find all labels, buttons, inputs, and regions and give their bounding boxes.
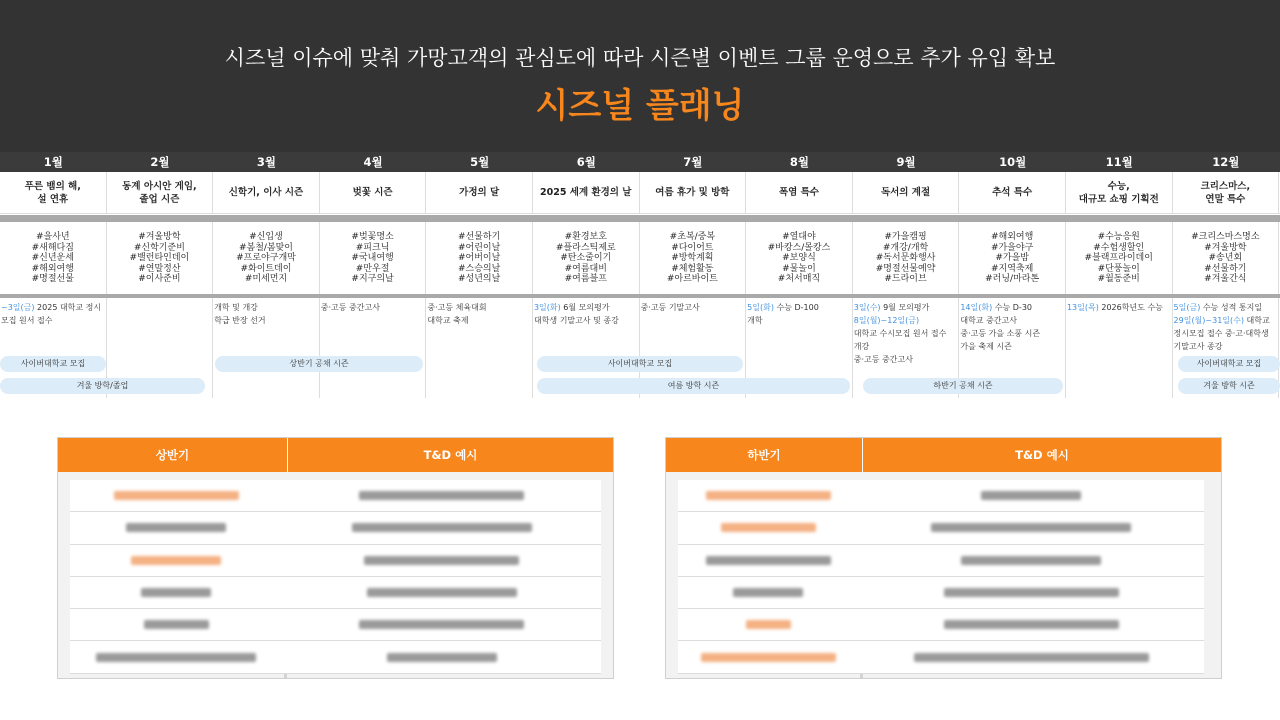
event-date: 29일(월)~31일(수) [1173,316,1244,325]
event-entry [747,301,852,327]
header-subtitle: 시즈널 이슈에 맞춰 가망고객의 관심도에 따라 시즌별 이벤트 그룹 운영으로 추가 유입 확보 [224,46,1056,70]
event-text: 9월 모의평가 [880,303,930,312]
month-hashtags: #열대야 #바캉스/몰캉스 #보양식 #물놀이 #처서매직 [746,222,853,294]
month-events [1066,298,1173,398]
month-hashtags: #벚꽃명소 #피크닉 #국내여행 #만우절 #지구의날 [320,222,427,294]
event-text: 수능 D-30 대학교 중간고사 중·고등 가을 소풍 시즌 가을 축제 시즌 [960,303,1041,351]
season-bar-first-half-recruit: 상반기 공채 시즌 [215,356,423,372]
event-text: 2025 대학교 정시 모집 원서 접수 [1,303,102,325]
season-bar-cyber-univ: 사이버대학교 모집 [0,356,106,372]
month-label: 11월 [1105,155,1133,169]
event-date: 5일(금) [1173,303,1201,312]
event-date: 14일(화) [960,303,993,312]
month-label: 12월 [1212,155,1240,169]
event-text: 대학교 정시모집 접수 중·고·대학생 기말고사 종강 [1173,316,1270,351]
month-hashtags: #신입생 #봄철/봄맞이 #프로야구개막 #화이트데이 #미세먼지 [213,222,320,294]
month-label: 2월 [150,155,170,169]
month-theme: 추석 특수 [959,172,1066,213]
month-label: 10월 [999,155,1027,169]
season-bar-cyber-univ: 사이버대학교 모집 [537,356,743,372]
event-entry [427,301,532,327]
table-body-redacted [70,480,601,674]
event-entry [854,301,959,314]
season-bar-summer-break: 여름 방학 시즌 [537,378,850,394]
month-events [213,298,320,398]
event-entry [854,314,959,366]
month-label: 5월 [470,155,490,169]
event-text: 수능 성적 통지일 [1200,303,1263,312]
season-bar-winter-break: 겨울 방학/졸업 [0,378,205,394]
event-entry [1174,301,1279,314]
table-row [678,609,1204,641]
months-row [0,152,1280,172]
table-row [678,480,1204,512]
month-theme: 벚꽃 시즌 [320,172,427,213]
column-header: T&D 예시 [1015,448,1069,462]
month-label: 1월 [43,155,63,169]
event-text: 개학 및 개강 학급 반장 선거 [214,303,266,325]
month-label: 4월 [363,155,383,169]
header-title: 시즈널 플래닝 [535,86,745,126]
table-row [678,512,1204,544]
month-hashtags: #겨울방학 #신학기준비 #밸런타인데이 #연말정산 #이사준비 [107,222,214,294]
table-row [70,577,601,609]
event-text: 중·고등 기말고사 [640,303,700,312]
event-text: 대학교 수시모집 원서 접수 개강 중·고등 중간고사 [853,329,947,364]
month-hashtags: #수능응원 #수험생할인 #블랙프라이데이 #단풍놀이 #월동준비 [1066,222,1173,294]
themes-row [0,172,1280,214]
table-row [678,577,1204,609]
event-entry [960,301,1065,353]
table-row [678,545,1204,577]
event-date: 13일(목) [1066,303,1099,312]
month-hashtags: #초복/중복 #다이어트 #방학계획 #체험활동 #아르바이트 [640,222,747,294]
event-text: 2026학년도 수능 [1098,303,1163,312]
event-entry [534,301,639,327]
table-header [666,438,1221,472]
month-hashtags: #환경보호 #플라스틱제로 #탄소줄이기 #여름대비 #여름블프 [533,222,640,294]
first-half-td-table [57,437,614,679]
event-entry [321,301,426,314]
table-body-redacted [678,480,1204,674]
event-entry [1,301,106,327]
column-header: 상반기 [58,438,288,472]
month-label: 9월 [896,155,916,169]
month-label: 8월 [789,155,810,169]
month-hashtags: #해외여행 #가을야구 #가을밤 #지역축제 #러닝/마라톤 [959,222,1066,294]
event-date: 5일(화) [747,303,774,312]
event-text: 6월 모의평가 대학생 기말고사 및 종강 [533,303,619,325]
month-hashtags: #선물하기 #어린이날 #어버이날 #스승의날 #성년의날 [426,222,533,294]
second-half-td-table [665,437,1222,679]
divider [0,215,1280,222]
month-hashtags: #을사년 #새해다짐 #신년운세 #해외여행 #명절선물 [0,222,107,294]
column-header: T&D 예시 [423,448,478,462]
month-events [320,298,427,398]
month-theme: 푸른 뱀의 해, 설 연휴 [0,172,107,213]
season-calendar [0,152,1280,398]
month-events [426,298,533,398]
event-text: 중·고등 중간고사 [320,303,380,312]
month-theme: 폭염 특수 [746,172,853,213]
table-row [70,512,601,544]
event-date: 3일(수) [853,303,881,312]
month-theme: 여름 휴가 및 방학 [640,172,747,213]
event-entry [214,301,319,327]
table-header [58,438,613,472]
month-theme: 신학기, 이사 시즌 [213,172,320,213]
month-hashtags: #크리스마스명소 #겨울방학 #송년회 #선물하기 #겨울간식 [1173,222,1280,294]
column-header: 하반기 [666,438,863,472]
season-bar-winter-break: 겨울 방학 시즌 [1178,378,1280,394]
event-text: 수능 D-100 개학 [747,303,819,325]
event-entry [1067,301,1172,314]
month-theme: 수능, 대규모 쇼핑 기획전 [1066,172,1173,213]
table-row [678,641,1204,673]
table-row [70,641,601,673]
month-label: 3월 [256,155,277,169]
month-theme: 동계 아시안 게임, 졸업 시즌 [107,172,214,213]
season-bar-cyber-univ: 사이버대학교 모집 [1178,356,1280,372]
table-row [70,480,601,512]
month-theme: 2025 세계 환경의 날 [533,172,640,213]
month-label: 7월 [683,155,703,169]
event-text: 중·고등 체육대회 대학교 축제 [427,303,487,325]
month-theme: 독서의 계절 [853,172,960,213]
event-date: 8일(월)~12일(금) [853,316,920,325]
month-label: 6월 [576,155,596,169]
table-row [70,609,601,641]
hashtags-row [0,222,1280,294]
header-banner [0,0,1280,152]
event-entry [1174,314,1279,353]
month-hashtags: #가을캠핑 #개강/개학 #독서문화행사 #명절선물예약 #드라이브 [853,222,960,294]
event-date: ~3일(금) [1,303,35,312]
month-theme: 가정의 달 [426,172,533,213]
event-date: 3일(화) [533,303,561,312]
event-entry [641,301,746,314]
month-theme: 크리스마스, 연말 특수 [1173,172,1280,213]
table-row [70,545,601,577]
season-bar-second-half-recruit: 하반기 공채 시즌 [863,378,1063,394]
